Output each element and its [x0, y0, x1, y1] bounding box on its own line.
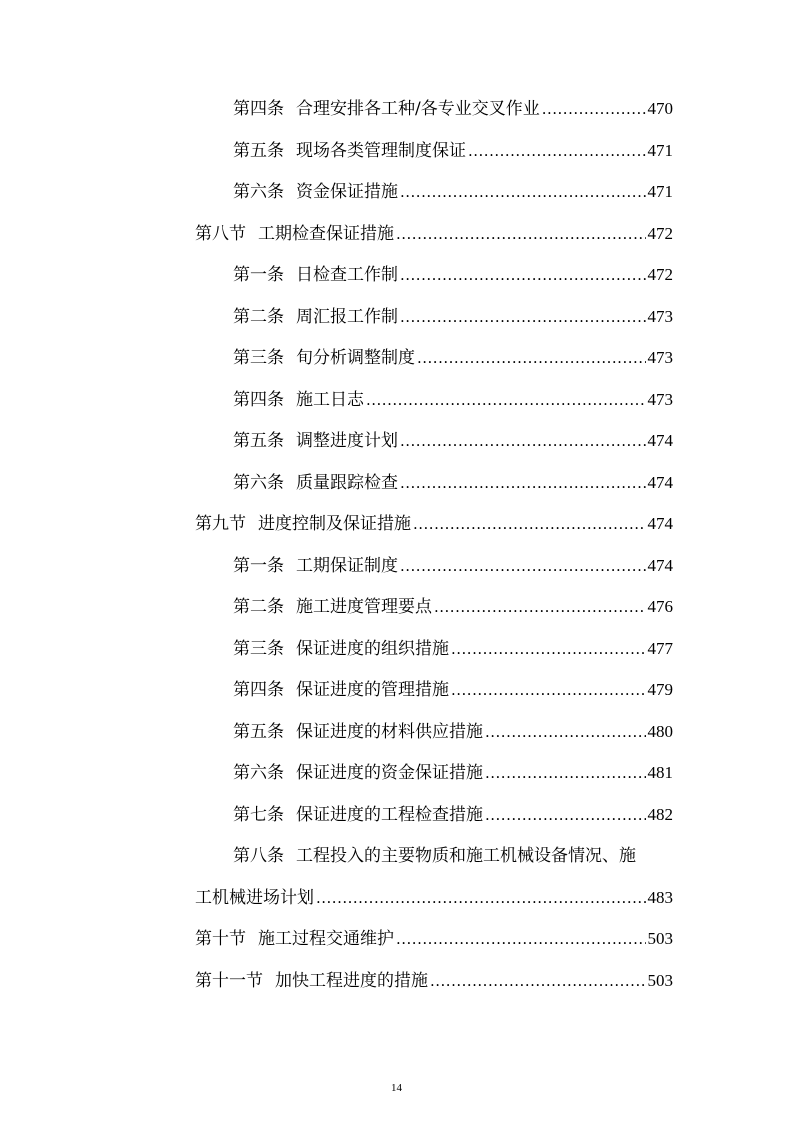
toc-entry-title: 日检查工作制 [296, 265, 398, 285]
toc-entry-title: 加快工程进度的措施 [275, 971, 428, 991]
toc-entry-number: 第六条 [233, 763, 284, 783]
toc-entry-page: 472 [647, 265, 673, 284]
toc-entry-title: 调整进度计划 [296, 431, 398, 451]
toc-entry-page: 472 [647, 224, 673, 243]
toc-entry-page: 503 [647, 971, 673, 990]
dot-leader [451, 634, 646, 664]
toc-entry-number: 第八节 [195, 224, 246, 244]
toc-entry-title: 资金保证措施 [296, 182, 398, 202]
toc-entry-number: 第十节 [195, 929, 246, 949]
toc-section[interactable] [0, 966, 793, 996]
page-number: 14 [391, 1082, 402, 1094]
toc-entry-page: 482 [647, 805, 673, 824]
toc-entry[interactable] [0, 468, 793, 498]
toc-entry-title: 现场各类管理制度保证 [296, 141, 466, 161]
toc-entry-page: 483 [647, 888, 673, 907]
toc-entry-number: 第六条 [233, 182, 284, 202]
toc-entry-page: 473 [647, 390, 673, 409]
toc-entry[interactable] [0, 385, 793, 415]
toc-entry[interactable] [0, 717, 793, 747]
toc-entry-page: 474 [647, 556, 673, 575]
toc-entry-page: 474 [647, 473, 673, 492]
toc-entry[interactable] [0, 426, 793, 456]
toc-entry-number: 第八条 [233, 846, 284, 866]
dot-leader [400, 468, 646, 498]
dot-leader [468, 136, 646, 166]
dot-leader [542, 94, 646, 124]
toc-entry-title: 保证进度的组织措施 [296, 639, 449, 659]
dot-leader [485, 800, 646, 830]
toc-entry-page: 470 [647, 99, 673, 118]
dot-leader [400, 551, 646, 581]
dot-leader [451, 675, 646, 705]
dot-leader [430, 966, 646, 996]
toc-entry-number: 第五条 [233, 431, 284, 451]
toc-entry-number: 第四条 [233, 99, 284, 119]
toc-entry-number: 第一条 [233, 265, 284, 285]
toc-entry-title: 工期保证制度 [296, 556, 398, 576]
toc-entry[interactable] [0, 343, 793, 373]
dot-leader [316, 883, 646, 913]
toc-entry-continuation[interactable] [0, 883, 793, 913]
toc-entry[interactable] [0, 302, 793, 332]
toc-entry-number: 第二条 [233, 597, 284, 617]
dot-leader [400, 177, 646, 207]
dot-leader [396, 219, 646, 249]
toc-entry-page: 476 [647, 597, 673, 616]
toc-entry-title: 质量跟踪检查 [296, 473, 398, 493]
toc-section[interactable] [0, 924, 793, 954]
toc-entry[interactable] [0, 592, 793, 622]
dot-leader [400, 426, 646, 456]
toc-entry-number: 第一条 [233, 556, 284, 576]
toc-entry-title-continuation: 工机械进场计划 [195, 888, 314, 908]
dot-leader [413, 509, 646, 539]
toc-entry-number: 第七条 [233, 805, 284, 825]
dot-leader [485, 758, 646, 788]
dot-leader [485, 717, 646, 747]
toc-entry-number: 第五条 [233, 722, 284, 742]
toc-entry-number: 第九节 [195, 514, 246, 534]
toc-entry-title: 周汇报工作制 [296, 307, 398, 327]
toc-entry-number: 第三条 [233, 639, 284, 659]
toc-entry-title: 保证进度的材料供应措施 [296, 722, 483, 742]
dot-leader [417, 343, 646, 373]
toc-entry-title: 合理安排各工种/各专业交叉作业 [296, 99, 540, 119]
toc-entry[interactable] [0, 634, 793, 664]
toc-entry-title: 施工过程交通维护 [258, 929, 394, 949]
toc-entry-page: 473 [647, 307, 673, 326]
toc-entry-number: 第四条 [233, 680, 284, 700]
toc-entry-number: 第二条 [233, 307, 284, 327]
toc-entry-page: 471 [647, 141, 673, 160]
toc-entry[interactable] [0, 800, 793, 830]
toc-entry-title: 工期检查保证措施 [258, 224, 394, 244]
toc-entry-number: 第四条 [233, 390, 284, 410]
toc-entry-number: 第六条 [233, 473, 284, 493]
toc-entry[interactable] [0, 260, 793, 290]
toc-entry[interactable] [0, 841, 793, 871]
toc-entry-number: 第十一节 [195, 971, 263, 991]
toc-entry[interactable] [0, 675, 793, 705]
toc-entry-title: 进度控制及保证措施 [258, 514, 411, 534]
toc-entry-page: 481 [647, 763, 673, 782]
toc-section[interactable] [0, 509, 793, 539]
toc-entry-page: 471 [647, 182, 673, 201]
toc-entry[interactable] [0, 758, 793, 788]
toc-entry-page: 474 [647, 514, 673, 533]
dot-leader [400, 260, 646, 290]
toc-section[interactable] [0, 219, 793, 249]
toc-entry-page: 479 [647, 680, 673, 699]
toc-entry-page: 477 [647, 639, 673, 658]
toc-entry-number: 第五条 [233, 141, 284, 161]
toc-entry[interactable] [0, 177, 793, 207]
toc-entry-title: 旬分析调整制度 [296, 348, 415, 368]
toc-entry-number: 第三条 [233, 348, 284, 368]
toc-entry-title: 施工日志 [296, 390, 364, 410]
toc-entry[interactable] [0, 551, 793, 581]
dot-leader [400, 302, 646, 332]
toc-entry-title: 保证进度的资金保证措施 [296, 763, 483, 783]
dot-leader [434, 592, 646, 622]
toc-entry-page: 474 [647, 431, 673, 450]
toc-entry-page: 503 [647, 929, 673, 948]
toc-entry[interactable] [0, 136, 793, 166]
toc-entry-title: 保证进度的工程检查措施 [296, 805, 483, 825]
toc-entry-title: 施工进度管理要点 [296, 597, 432, 617]
toc-entry-title: 工程投入的主要物质和施工机械设备情况、施 [296, 846, 636, 866]
dot-leader [366, 385, 646, 415]
toc-entry-title: 保证进度的管理措施 [296, 680, 449, 700]
toc-entry-page: 480 [647, 722, 673, 741]
toc-entry[interactable] [0, 94, 793, 124]
toc-entry-page: 473 [647, 348, 673, 367]
dot-leader [396, 924, 646, 954]
